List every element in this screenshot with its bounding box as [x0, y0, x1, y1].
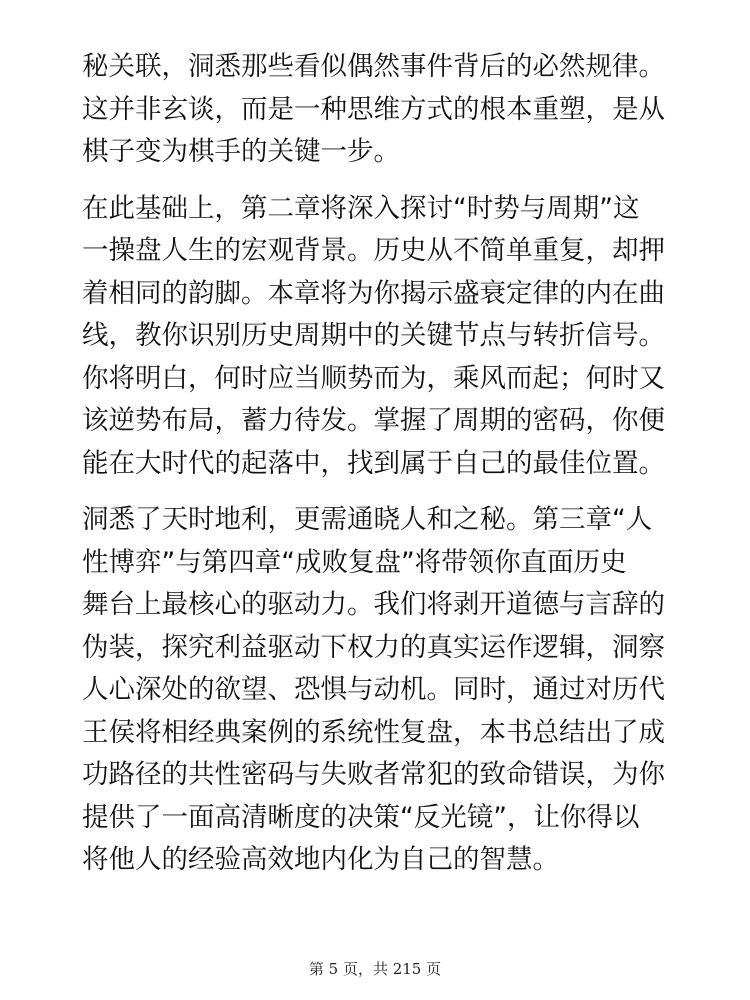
page-number-footer: 第 5 页，共 215 页 [308, 960, 442, 978]
text-line: 你将明白，何时应当顺势而为，乘风而起；何时又 [82, 362, 665, 394]
text-line: 性博弈”与第四章“成败复盘”将带领你直面历史 [82, 546, 627, 578]
text-line: 将他人的经验高效地内化为自己的智慧。 [82, 844, 559, 875]
text-line: 舞台上最核心的驱动力。我们将剥开道德与言辞的 [82, 589, 665, 620]
text-line: 能在大时代的起落中，找到属于自己的最佳位置。 [82, 447, 665, 479]
paragraph [82, 188, 682, 486]
text-line: 线，教你识别历史周期中的关键节点与转折信号。 [82, 320, 665, 351]
text-line: 棋子变为棋手的关键一步。 [82, 136, 400, 167]
text-line: 洞悉了天时地利，更需通晓人和之秘。第三章“人 [82, 504, 653, 535]
text-line: 伪装，探究利益驱动下权力的真实运作逻辑，洞察 [82, 631, 665, 663]
text-line: 该逆势布局，蓄力待发。掌握了周期的密码，你便 [82, 405, 665, 436]
paragraph [82, 46, 682, 174]
text-line: 在此基础上，第二章将深入探讨“时势与周期”这 [82, 192, 640, 224]
text-line: 提供了一面高清晰度的决策“反光镜”，让你得以 [82, 801, 640, 833]
text-line: 功路径的共性密码与失败者常犯的致命错误，为你 [82, 759, 665, 790]
text-line: 秘关联，洞悉那些看似偶然事件背后的必然规律。 [82, 51, 665, 82]
body-text [82, 46, 682, 896]
text-line: 着相同的韵脚。本章将为你揭示盛衰定律的内在曲 [82, 277, 665, 309]
text-line: 王侯将相经典案例的系统性复盘，本书总结出了成 [82, 716, 665, 748]
text-line: 一操盘人生的宏观背景。历史从不简单重复，却押 [82, 235, 665, 266]
text-line: 人心深处的欲望、恐惧与动机。同时，通过对历代 [82, 674, 665, 705]
paragraph [82, 499, 682, 882]
text-line: 这并非玄谈，而是一种思维方式的根本重塑，是从 [82, 93, 665, 125]
